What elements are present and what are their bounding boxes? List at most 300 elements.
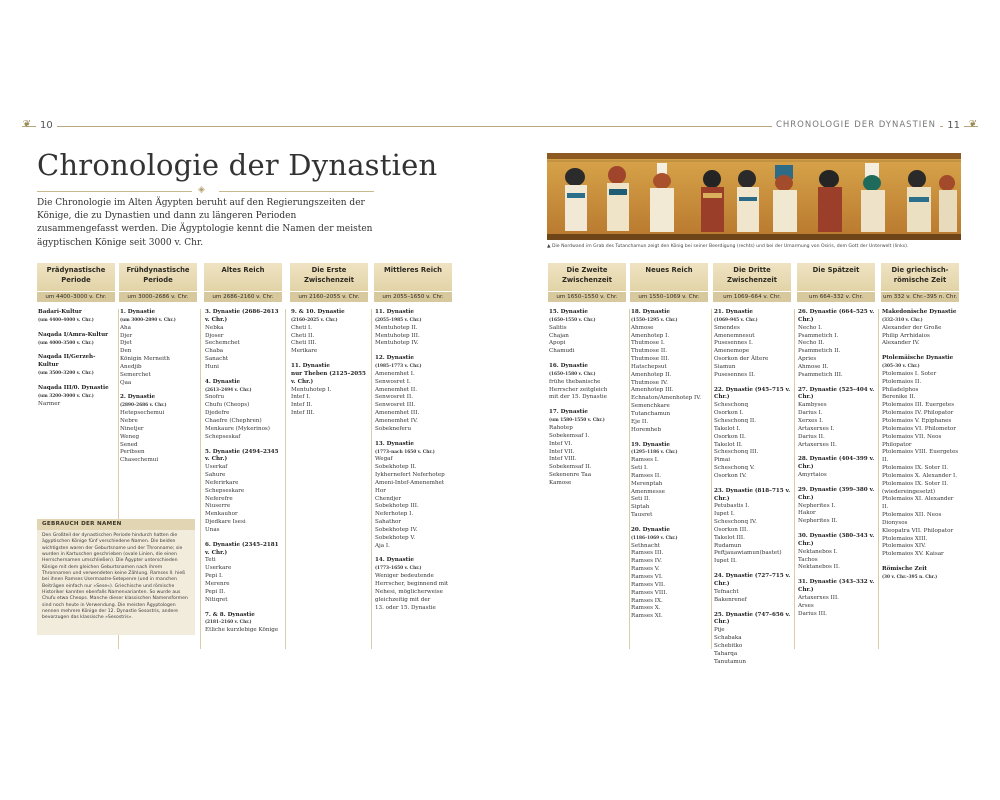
dynasty-heading: 16. Dynastie <box>549 363 588 370</box>
dynasty-heading: 24. Dynastie (727–715 v. Chr.) <box>714 573 791 587</box>
ruler-name: Apries <box>798 356 817 363</box>
ruler-name: Wegaf <box>375 456 393 463</box>
ruler-name: frühe thebanische <box>549 378 601 385</box>
ruler-name: Mentuhotep II. <box>375 324 418 331</box>
ruler-name: Smendes <box>714 324 740 331</box>
ruler-name: Amyrtaios <box>798 472 827 479</box>
ruler-name: Djet <box>120 340 132 347</box>
dynasty-heading: 6. Dynastie (2345–2181 v. Chr.) <box>205 541 279 556</box>
ruler-name: Pimai <box>714 457 730 464</box>
dynasty-heading: 2. Dynastie <box>120 394 155 401</box>
dynasty-heading: 21. Dynastie <box>714 309 753 315</box>
period-date: um 2055–1650 v. Chr. <box>374 292 452 302</box>
dynasty-heading: 31. Dynastie (343–332 v. Chr.) <box>798 579 875 594</box>
dynasty-heading: 7. & 8. Dynastie <box>205 611 255 618</box>
list-spacer <box>38 378 115 385</box>
ruler-name: Rahotep <box>549 424 573 431</box>
ruler-name: Scheschonq II. <box>714 417 757 424</box>
ruler-name: Ptolemaios X. Alexander I. <box>882 472 958 479</box>
ruler-name: Kleopatra VII. Philopator <box>882 527 954 534</box>
ruler-name: mit der 15. Dynastie <box>549 394 607 401</box>
dynasty-dates: (1773–1650 v. Chr.) <box>375 566 422 572</box>
ruler-name: Intef VII. <box>549 448 575 455</box>
ruler-name: Osorkon II. <box>714 433 746 440</box>
ruler-name: Anedjib <box>120 363 142 370</box>
ruler-name: Iupet II. <box>714 558 737 565</box>
period-date: um 1069–664 v. Chr. <box>713 292 791 302</box>
period-date: um 664–332 v. Chr. <box>797 292 875 302</box>
ruler-name: Schabaka <box>714 635 742 642</box>
ruler-name: Tausret <box>631 512 653 519</box>
dynasty-heading: 11. Dynastie <box>375 309 414 315</box>
ruler-name: Ramses I. <box>631 457 659 464</box>
ruler-name: Snofru <box>205 394 225 401</box>
ruler-name: Huni <box>205 363 219 370</box>
column-divider <box>200 309 201 649</box>
dynasty-heading: 4. Dynastie <box>205 378 240 385</box>
column-divider <box>794 309 795 649</box>
left-ornament-icon: ❦ <box>22 119 32 130</box>
ruler-name: Senwosret I. <box>375 378 411 385</box>
ruler-name: Sanacht <box>205 356 229 363</box>
ruler-name: Alexander IV. <box>882 340 920 347</box>
dynasty-dates: (1295–1186 v. Chr.) <box>631 450 678 456</box>
ruler-name: Intef VIII. <box>549 456 577 463</box>
ruler-name: (wiedereingesetzt) <box>882 488 936 495</box>
dynasty-heading: 14. Dynastie <box>375 557 414 564</box>
period-title: Die Erste Zwischenzeit <box>290 263 368 291</box>
period-column <box>119 263 197 465</box>
ruler-name: Herrscher zeitgleich <box>549 386 608 393</box>
ruler-name: Merikare <box>291 348 318 355</box>
ruler-name: Ramses IX. <box>631 597 663 604</box>
page-number-right: 11 <box>943 120 964 131</box>
period-dynasty-list <box>204 309 282 635</box>
ruler-name: Ptolemaios VI. Philometor <box>882 425 956 432</box>
ruler-name: Artaxerxes III. <box>798 595 839 601</box>
ruler-name: Osorkon I. <box>714 410 744 417</box>
dynasty-heading: 23. Dynastie (818–715 v. Chr.) <box>714 487 791 502</box>
dynasty-dates: (um 4400–4000 v. Chr.) <box>38 317 94 323</box>
ruler-name: Tachos <box>798 556 818 563</box>
ruler-name: Ptolemaios I. Soter <box>882 370 937 377</box>
ruler-name: Hatschepsut <box>631 363 667 370</box>
ruler-name: Aja I. <box>375 542 390 549</box>
ruler-name: Siamun <box>714 363 736 370</box>
ruler-name: Userkare <box>205 565 232 572</box>
ruler-name: Königin Merneith <box>120 356 170 363</box>
column-divider <box>285 309 286 649</box>
list-spacer <box>631 520 708 527</box>
ruler-name: Ramses VI. <box>631 574 663 580</box>
dynasty-heading: 25. Dynastie (747–656 v. Chr.) <box>714 611 791 626</box>
ruler-name: Unas <box>205 526 220 533</box>
ruler-name: Amenemhet II. <box>375 386 418 393</box>
ruler-name: Djedkare Isesi <box>205 519 246 526</box>
period-dynasty-list <box>374 309 452 612</box>
list-spacer <box>714 481 791 488</box>
period-dynasty-list <box>713 309 791 666</box>
running-title: CHRONOLOGIE DER DYNASTIEN <box>772 120 940 130</box>
column-divider <box>371 309 372 649</box>
period-title: Frühdynastische Periode <box>119 263 197 291</box>
ruler-name: gleichzeitig mit der <box>375 596 431 603</box>
ruler-name: Ptolemaios III. Euergetes <box>882 402 955 409</box>
ruler-name: Ptolemaios II. Philadelphos <box>882 378 922 393</box>
dynasty-heading: 17. Dynastie <box>549 409 588 416</box>
period-title: Neues Reich <box>630 263 708 291</box>
ruler-name: Weneg <box>120 433 140 440</box>
dynasty-heading: Badari-Kultur <box>38 309 82 315</box>
ruler-name: Teti <box>205 557 216 564</box>
ruler-name: Darius I. <box>798 410 823 417</box>
ruler-name: Cheti I. <box>291 324 312 331</box>
ruler-name: Horemheb <box>631 426 662 433</box>
list-spacer <box>714 605 791 612</box>
ruler-name: Menkauhor <box>205 511 238 518</box>
dynasty-dates: (1069–945 v. Chr.) <box>714 317 758 323</box>
ruler-name: Bakenrenef <box>714 596 747 603</box>
dynasty-dates: (2055–1985 v. Chr.) <box>375 317 422 323</box>
dynasty-dates: (332–310 v. Chr.) <box>882 317 923 323</box>
period-title: Prädynastische Periode <box>37 263 115 291</box>
period-title: Die Dritte Zwischenzeit <box>713 263 791 291</box>
list-spacer <box>714 380 791 387</box>
period-title: Mittleres Reich <box>374 263 452 291</box>
ruler-name: Sahathor <box>375 519 401 526</box>
ruler-name: Osorkon IV. <box>714 472 747 479</box>
ruler-name: Schepseskare <box>205 487 245 494</box>
list-spacer <box>798 380 875 387</box>
period-date: um 332 v. Chr.–395 n. Chr. <box>882 294 958 300</box>
ruler-name: Amenemhet I. <box>375 370 415 377</box>
ruler-name: Chajan <box>549 332 569 339</box>
ruler-name: Ramses XI. <box>631 613 663 620</box>
ruler-name: Narmer <box>38 400 61 407</box>
dynasty-heading: Naqada III/0. Dynastie <box>38 384 109 391</box>
dynasty-heading: 5. Dynastie (2494–2345 v. Chr.) <box>205 448 279 463</box>
period-date: um 1650–1550 v. Chr. <box>548 292 626 302</box>
ruler-name: Amenemhet IV. <box>375 417 418 424</box>
ruler-name: Ptolemaios IX. Soter II. <box>882 480 949 487</box>
ruler-name: Tutanchamun <box>631 410 671 417</box>
dynasty-heading: 20. Dynastie <box>631 526 670 533</box>
ruler-name: Osorkon III. <box>714 526 749 533</box>
period-column <box>290 263 368 418</box>
ruler-name: Niuserre <box>205 503 231 510</box>
ruler-name: Sobekneferu <box>375 425 412 432</box>
ruler-name: Amenhotep II. <box>631 371 672 378</box>
list-spacer <box>798 480 875 487</box>
ruler-name: Ptolemaios XIV. <box>882 543 926 550</box>
period-title: Die griechisch-römische Zeit <box>881 263 959 291</box>
ruler-name: Sobekhotep III. <box>375 503 419 510</box>
ruler-name: Petubastis I. <box>714 503 750 510</box>
ruler-name: Sobekemsaf I. <box>549 432 590 439</box>
ruler-name: Salitis <box>549 324 567 331</box>
list-spacer <box>375 348 452 355</box>
ruler-name: Schepseskaf <box>205 433 241 440</box>
period-dynasty-list <box>630 309 708 621</box>
intro-paragraph: Die Chronologie im Alten Ägypten beruht auf den Regierungszeiten der Könige, die zu Dynastien und dann zu längeren Perioden zusammengefasst werden. Die Ägyptologie kennt die Namen der meisten ägyptischen Könige seit 3000 v. Chr. <box>37 198 373 248</box>
dynasty-heading: 30. Dynastie (380–343 v. Chr.) <box>798 533 875 547</box>
dynasty-heading: 26. Dynastie (664–525 v. Chr.) <box>798 309 875 323</box>
ruler-name: Sobekhotep IV. <box>375 526 418 533</box>
dynasty-heading: 12. Dynastie <box>375 355 414 362</box>
ruler-name: Ramses X. <box>631 605 661 612</box>
column-divider <box>878 309 879 649</box>
ruler-name: Psammetich III. <box>798 371 843 378</box>
list-spacer <box>38 325 115 332</box>
ruler-name: Peribsen <box>120 449 145 456</box>
ruler-name: Scheschonq <box>714 402 749 409</box>
ruler-name: Intef III. <box>291 410 315 417</box>
ruler-name: Ramses VII. <box>631 581 666 588</box>
dynasty-heading: 15. Dynastie <box>549 309 588 315</box>
page-number-left: 10 <box>36 120 57 131</box>
dynasty-dates: (1550–1295 v. Chr.) <box>631 317 678 323</box>
ruler-name: Apopi <box>549 340 566 347</box>
ruler-name: Ptolemaios IV. Philopator <box>882 410 954 417</box>
list-spacer <box>631 435 708 442</box>
ruler-name: Weniger bedeutende <box>375 573 434 580</box>
ruler-name: Nepherites I. <box>798 502 836 509</box>
ruler-name: Psammetich II. <box>798 348 841 355</box>
ruler-name: Eje II. <box>631 418 649 425</box>
ruler-name: Kamose <box>549 479 572 486</box>
period-date: um 4400–3000 v. Chr. <box>37 292 115 302</box>
ruler-name: Ptolemaios XII. Neos <box>882 512 942 519</box>
ruler-name: Takelot II. <box>714 441 743 448</box>
list-spacer <box>375 434 452 441</box>
dynasty-heading: 3. Dynastie (2686–2613 v. Chr.) <box>205 309 279 323</box>
ruler-name: Necho II. <box>798 340 825 347</box>
ruler-name: Sekenenre Taa <box>549 472 592 479</box>
period-column <box>630 263 708 621</box>
period-date: um 2160–2055 v. Chr. <box>290 292 368 302</box>
dynasty-heading: 22. Dynastie (945–715 v. Chr.) <box>714 386 791 401</box>
ruler-name: Semerchet <box>120 371 151 378</box>
ruler-name: Mentuhotep I. <box>291 386 332 393</box>
ruler-name: Amenemhet III. <box>375 410 420 417</box>
ruler-name: Nektanebos II. <box>798 564 840 571</box>
ruler-name: Thutmose II. <box>631 348 668 355</box>
dynasty-dates: (305–30 v. Chr.) <box>882 364 920 370</box>
ruler-name: Nitiqret <box>205 596 228 603</box>
period-dynasty-list <box>548 309 626 488</box>
ruler-name: Ameni-Intef-Amenemhet <box>375 479 445 486</box>
ruler-name: Pusesennes II. <box>714 371 756 378</box>
period-date: um 3000–2686 v. Chr. <box>119 292 197 302</box>
dynasty-heading: nur Theben (2125–2055 v. Chr.) <box>291 370 366 385</box>
period-column <box>548 263 626 488</box>
ruler-name: Sobekemsaf II. <box>549 464 592 471</box>
ruler-name: Sahure <box>205 472 226 479</box>
ruler-name: Neferefre <box>205 495 233 502</box>
ruler-name: Schebitko <box>714 642 743 649</box>
ruler-name: Amenmesse <box>631 488 665 495</box>
ruler-name: Ptolemaios IX. Soter II. <box>882 465 949 472</box>
dynasty-heading: 9. & 10. Dynastie <box>291 309 345 315</box>
list-spacer <box>205 442 282 449</box>
ruler-name: Ptolemaios VII. Neos <box>882 433 942 440</box>
dynasty-heading: 19. Dynastie <box>631 441 670 448</box>
ruler-name: Takelot I. <box>714 425 741 432</box>
ruler-name: Mentuhotep III. <box>375 332 420 339</box>
ruler-name: Djedefre <box>205 410 230 417</box>
period-column <box>204 263 282 635</box>
ruler-name: Artaxerxes II. <box>798 441 837 448</box>
ruler-name: Nebre <box>120 417 138 424</box>
ruler-name: Chaba <box>205 348 224 355</box>
ruler-name: Sechemchet <box>205 340 240 347</box>
ruler-name: Djoser <box>205 332 224 339</box>
ruler-name: Hakor <box>798 510 816 517</box>
ruler-name: Siptah <box>631 504 650 511</box>
ruler-name: Djer <box>120 332 133 339</box>
page-title: Chronologie der Dynastien <box>37 148 438 182</box>
sidebox-title: GEBRAUCH DER NAMEN <box>37 519 195 530</box>
ruler-name: Thutmose IV. <box>631 379 668 386</box>
list-spacer <box>120 387 197 394</box>
list-spacer <box>375 550 452 557</box>
ruler-name: Taharqa <box>714 650 738 657</box>
ruler-name: Chaefre (Chephren) <box>205 417 262 424</box>
dynasty-dates: (um 4000–3500 v. Chr.) <box>38 340 94 346</box>
dynasty-heading: 11. Dynastie <box>291 363 330 370</box>
dynasty-heading: 13. Dynastie <box>375 440 414 447</box>
ruler-name: Ramses VIII. <box>631 589 668 596</box>
sidebox-text: Den Großteil der dynastischen Periode hindurch hatten die ägyptischen Könige fünf verschiedene Namen. Die beiden wichtigsten waren der Geburtsname und der Thronname; sie wurden in Kartuschen geschrieben (ovale Linien, die einen Herrschernamen umschließen). Die Ägypter unterschieden Könige mit dem gleichen Geburtsnamen nach ihrem Thronnamen und verwendeten keine Zählung. Ramses II. hieß bei ihnen Ramses Usermaatre-Setepenre (und in manchen Beiträgen einfach nur »Sese«). Griechische und römische Historiker kannten ebenfalls Namenvarianten. So wurde aus Chufu etwa Cheops. Manche dieser klassischen Namensformen sind noch heute in Verwendung. Die meisten Ägyptologen nennen mehrere Könige der 12. Dynastie Sesostris, andere bevorzugen das klassische »Sesostris«. <box>42 533 188 621</box>
ruler-name: Iykhernefert Neferhotep <box>375 472 445 479</box>
ruler-name: Ptolemaios XV. Kaisar <box>882 551 944 558</box>
ruler-name: Philip Arrhidaios <box>882 332 930 339</box>
dynasty-heading: 27. Dynastie (525–404 v. Chr.) <box>798 386 875 401</box>
ruler-name: Thutmose III. <box>631 356 670 363</box>
ruler-name: Nehesi, möglicherweise <box>375 588 443 595</box>
ruler-name: Artaxerxes I. <box>798 425 835 432</box>
ruler-name: Darius III. <box>798 610 827 617</box>
period-dynasty-list <box>797 309 875 619</box>
period-column <box>881 263 959 582</box>
ruler-name: Sethnacht <box>631 542 660 549</box>
ruler-name: Nebka <box>205 324 224 331</box>
ruler-name: Ramses II. <box>631 472 662 479</box>
list-spacer <box>38 347 115 354</box>
ruler-name: Pepi I. <box>205 573 223 580</box>
ruler-name: Scheschonq V. <box>714 465 755 472</box>
dynasty-dates: (2160–2025 v. Chr.) <box>291 317 338 323</box>
dynasty-dates: (um 3200–3000 v. Chr.) <box>38 393 94 399</box>
period-dynasty-list <box>290 309 368 418</box>
ruler-name: Chufu (Cheops) <box>205 402 250 409</box>
ruler-name: Pusesennes I. <box>714 340 753 347</box>
period-column <box>713 263 791 666</box>
ruler-name: Ramses V. <box>631 566 660 573</box>
ruler-name: Merenre <box>205 581 230 587</box>
ruler-name: Amenemnesut <box>714 332 755 339</box>
dynasty-heading: Römische Zeit <box>882 566 927 573</box>
ruler-name: Intef VI. <box>549 440 573 447</box>
ruler-name: Pije <box>714 627 725 634</box>
ruler-name: Scheschonq III. <box>714 449 759 456</box>
ruler-name: Neferirkare <box>205 479 239 486</box>
dynasty-heading: Naqada I/Amra-Kultur <box>38 331 109 338</box>
ruler-name: Nepherites II. <box>798 518 838 525</box>
ruler-name: Thutmose I. <box>631 340 665 347</box>
period-title: Altes Reich <box>204 263 282 291</box>
ruler-name: Alexander der Große <box>882 324 942 331</box>
ruler-name: Ramses IV. <box>631 558 662 565</box>
period-column <box>37 263 115 408</box>
ruler-name: Dionysos <box>882 519 908 526</box>
ruler-name: Pepi II. <box>205 588 226 595</box>
title-ornament: ◈ <box>37 187 374 197</box>
dynasty-dates: (30 v. Chr.–395 n. Chr.) <box>882 575 938 580</box>
ruler-name: Kambyses <box>798 402 827 409</box>
ruler-name: Ptolemaios XIII. <box>882 535 928 542</box>
ruler-name: Echnaton/Amenhotep IV. <box>631 395 702 402</box>
period-column <box>374 263 452 612</box>
dynasty-heading: 18. Dynastie <box>631 309 670 315</box>
ruler-name: Sobekhotep V. <box>375 534 416 541</box>
ruler-name: Ptolemaios V. Epiphanes <box>882 417 952 424</box>
column-divider <box>711 309 712 649</box>
ruler-name: Ramses III. <box>631 550 664 557</box>
period-dynasty-list <box>119 309 197 465</box>
dynasty-dates: (1650–1550 v. Chr.) <box>549 317 596 323</box>
dynasty-heading: Naqada II/Gerzeh-Kultur <box>38 354 96 369</box>
ruler-name: Userkaf <box>205 464 228 471</box>
ruler-name: Osorkon der Ältere <box>714 356 769 363</box>
image-caption: ▲ Die Nordwand im Grab des Tutanchamun zeigt den König bei seiner Beerdigung (rechts) und bei der Umarmung von Osiris, dem Gott der Unterwelt (links). <box>547 244 909 249</box>
period-dynasty-list <box>37 309 115 408</box>
ruler-name: Menkaure (Mykerinos) <box>205 425 270 432</box>
ruler-name: Tefnacht <box>714 588 739 595</box>
list-spacer <box>205 605 282 612</box>
ruler-name: Takelot III. <box>714 534 745 541</box>
ruler-name: Aha <box>120 324 131 331</box>
dynasty-dates: (um 3500–3200 v. Chr.) <box>38 371 94 377</box>
period-date: um 1550–1069 v. Chr. <box>630 292 708 302</box>
ruler-name: Chamudi <box>549 348 575 355</box>
ruler-name: Den <box>120 348 132 355</box>
ruler-name: Mentuhotep IV. <box>375 340 419 347</box>
ruler-name: Merenptah <box>631 480 663 487</box>
list-spacer <box>205 535 282 542</box>
ruler-name: Cheti III. <box>291 340 317 347</box>
dynasty-dates: (um 1580–1550 v. Chr.) <box>549 418 605 424</box>
ruler-name: Amenemope <box>714 348 750 355</box>
ruler-name: Neferhotep I. <box>375 511 414 518</box>
ruler-name: Qaa <box>120 379 132 386</box>
ruler-name: Berenike II. <box>882 394 916 401</box>
ruler-name: Ptolemaios XI. Alexander II. <box>882 496 954 511</box>
ruler-name: Hetepsechemui <box>120 410 165 417</box>
ruler-name: Ptolemaios VIII. Euergetes II. <box>882 449 959 464</box>
ruler-name: Senwosret II. <box>375 394 413 401</box>
ruler-name: Etliche kurzlebige Könige <box>205 627 279 634</box>
ruler-name: Ninetjer <box>120 425 144 432</box>
ruler-name: Semenchkare <box>631 403 670 410</box>
ruler-name: Chasechemui <box>120 457 159 464</box>
ruler-name: Ahmose <box>631 324 654 331</box>
ruler-name: Scheschonq IV. <box>714 519 757 526</box>
period-title: Die Zweite Zwischenzeit <box>548 263 626 291</box>
ruler-name: Tanutamun <box>714 658 746 665</box>
ruler-name: Amenhotep III. <box>631 387 674 394</box>
ruler-name: Sobekhotep II. <box>375 464 417 471</box>
